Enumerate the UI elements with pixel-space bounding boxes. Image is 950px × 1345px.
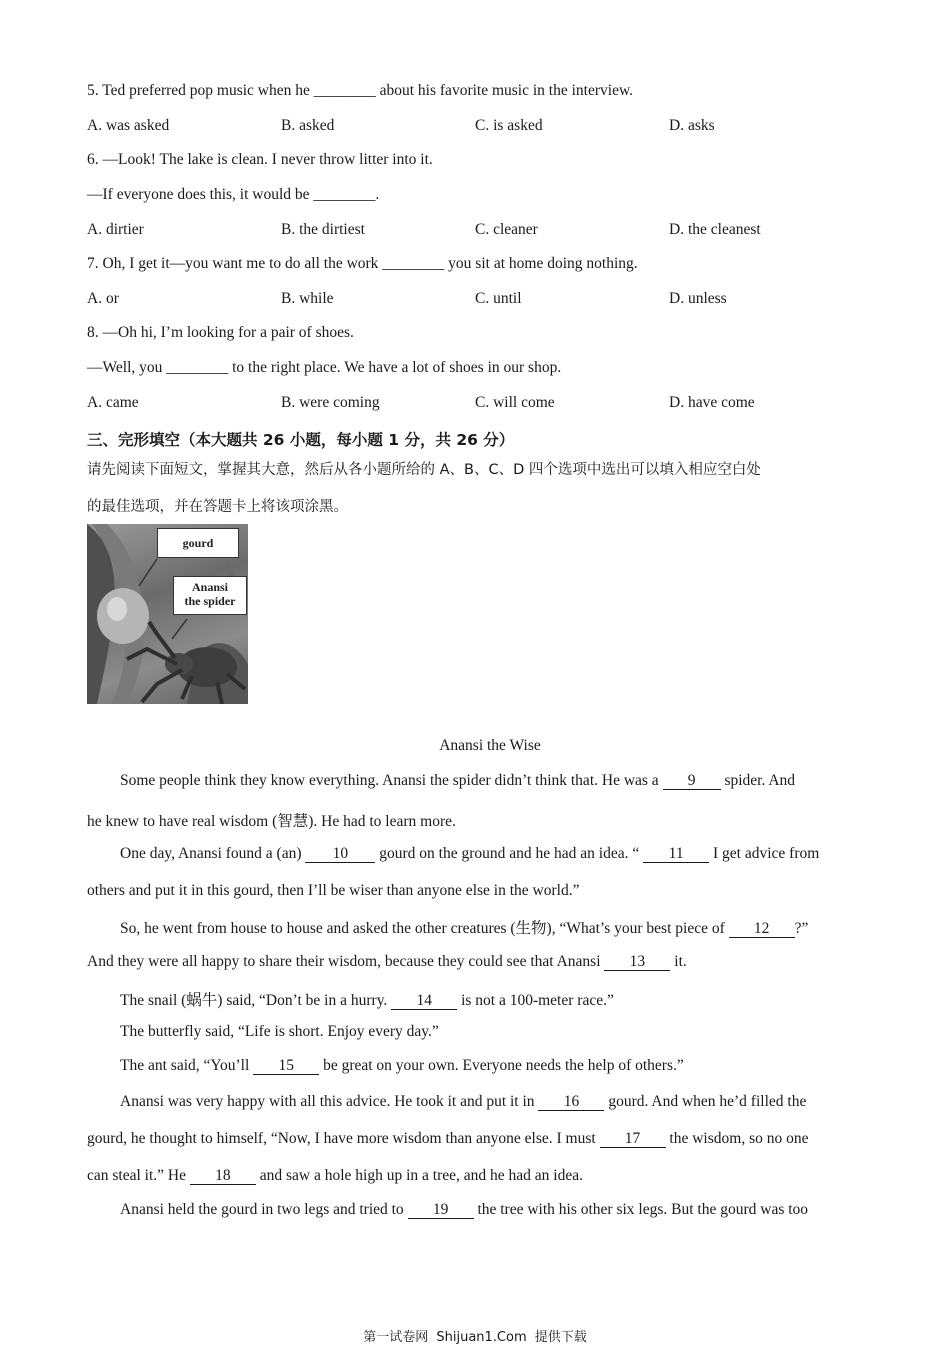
spider-label-line-1: Anansi xyxy=(191,580,229,594)
passage-line xyxy=(120,988,614,1010)
option-d: D. asks xyxy=(669,117,715,134)
passage-text: Anansi held the gourd in two legs and tried to xyxy=(120,1201,408,1218)
blank-17: 17 xyxy=(600,1131,666,1148)
blank-10: 10 xyxy=(305,846,375,863)
passage-line xyxy=(120,1057,684,1075)
passage-text: ?” xyxy=(794,920,809,937)
section-instruction-2: 的最佳选项，并在答题卡上将该项涂黑。 xyxy=(87,499,348,515)
passage-text: is not a 100-meter race.” xyxy=(457,992,614,1009)
passage-text: and saw a hole high up in a tree, and he had an idea. xyxy=(255,1167,583,1184)
passage-text: it. xyxy=(670,953,687,970)
passage-text: the tree with his other six legs. But the gourd was too xyxy=(473,1201,809,1218)
question-6-stem: 6. —Look! The lake is clean. I never throw litter into it. xyxy=(87,151,433,168)
passage-text: can steal it.” He xyxy=(87,1167,190,1184)
question-8-stem-2: —Well, you ________ to the right place. We have a lot of shoes in our shop. xyxy=(87,359,562,376)
question-6-stem-2: —If everyone does this, it would be ________. xyxy=(87,186,380,203)
option-a: A. was asked xyxy=(87,117,170,134)
question-8-options xyxy=(87,394,867,412)
option-d: D. the cleanest xyxy=(669,221,761,238)
blank-14: 14 xyxy=(391,993,457,1010)
passage-line xyxy=(120,1093,806,1111)
passage-text: And they were all happy to share their wisdom, because they could see that Anansi xyxy=(87,953,605,970)
passage-text: The snail (蜗牛) said, “Don’t be in a hurry. xyxy=(120,992,392,1009)
passage-line: he knew to have real wisdom (智慧). He had to learn more. xyxy=(87,813,456,830)
blank-15: 15 xyxy=(253,1058,319,1075)
option-c: C. cleaner xyxy=(475,221,538,238)
option-a: A. came xyxy=(87,394,139,411)
passage-text: So, he went from house to house and asked the other creatures (生物), “What’s your best piece of xyxy=(120,920,729,937)
question-7-stem: 7. Oh, I get it—you want me to do all the work ________ you sit at home doing nothing. xyxy=(87,255,638,272)
question-6-options xyxy=(87,221,867,239)
option-b: B. were coming xyxy=(281,394,380,411)
passage-line xyxy=(87,1167,583,1185)
passage-text: gourd on the ground and he had an idea. “ xyxy=(375,845,644,862)
passage-text: the wisdom, so no one xyxy=(665,1130,809,1147)
option-b: B. asked xyxy=(281,117,335,134)
option-c: C. will come xyxy=(475,394,555,411)
passage-line xyxy=(120,916,808,938)
passage-text: I get advice from xyxy=(709,845,820,862)
question-8-stem: 8. —Oh hi, I’m looking for a pair of shoes. xyxy=(87,324,354,341)
passage-line: The butterfly said, “Life is short. Enjoy every day.” xyxy=(120,1023,439,1040)
spider-label xyxy=(173,576,247,615)
passage-text: Anansi was very happy with all this advice. He took it and put it in xyxy=(120,1093,539,1110)
option-d: D. have come xyxy=(669,394,755,411)
blank-13: 13 xyxy=(604,954,670,971)
passage-line xyxy=(87,953,687,971)
passage-text: be great on your own. Everyone needs the help of others.” xyxy=(319,1057,684,1074)
passage-text: gourd. And when he’d filled the xyxy=(604,1093,807,1110)
passage-line xyxy=(120,1201,808,1219)
passage-line xyxy=(120,845,819,863)
blank-12: 12 xyxy=(729,921,795,938)
option-d: D. unless xyxy=(669,290,727,307)
passage-line xyxy=(87,1130,808,1148)
question-5-options xyxy=(87,117,867,135)
blank-16: 16 xyxy=(538,1094,604,1111)
passage-text: One day, Anansi found a (an) xyxy=(120,845,306,862)
passage-text: spider. And xyxy=(720,772,796,789)
passage-text: The ant said, “You’ll xyxy=(120,1057,254,1074)
spider-label-line-2: the spider xyxy=(184,594,236,608)
question-5-stem: 5. Ted preferred pop music when he ________ about his favorite music in the interview. xyxy=(87,82,634,99)
blank-19: 19 xyxy=(408,1202,474,1219)
illustration-anansi-gourd xyxy=(87,524,248,704)
option-b: B. while xyxy=(281,290,334,307)
option-b: B. the dirtiest xyxy=(281,221,365,238)
blank-18: 18 xyxy=(190,1168,256,1185)
passage-line: others and put it in this gourd, then I’ll be wiser than anyone else in the world.” xyxy=(87,882,580,899)
option-a: A. or xyxy=(87,290,119,307)
passage-text: Some people think they know everything. Anansi the spider didn’t think that. He was a xyxy=(120,772,663,789)
question-7-options xyxy=(87,290,867,308)
section-heading: 三、完形填空（本大题共 26 小题，每小题 1 分，共 26 分） xyxy=(87,431,515,449)
passage-line xyxy=(120,772,795,790)
option-c: C. until xyxy=(475,290,522,307)
blank-11: 11 xyxy=(643,846,709,863)
page-footer: 第一试卷网 Shijuan1.Com 提供下载 xyxy=(363,1330,587,1345)
option-a: A. dirtier xyxy=(87,221,144,238)
gourd-label: gourd xyxy=(157,528,239,558)
blank-9: 9 xyxy=(663,773,721,790)
passage-title: Anansi the Wise xyxy=(439,737,541,754)
option-c: C. is asked xyxy=(475,117,543,134)
passage-text: gourd, he thought to himself, “Now, I have more wisdom than anyone else. I must xyxy=(87,1130,600,1147)
section-instruction-1: 请先阅读下面短文，掌握其大意，然后从各小题所给的 A、B、C、D 四个选项中选出可以填入相应空白处 xyxy=(87,462,761,478)
